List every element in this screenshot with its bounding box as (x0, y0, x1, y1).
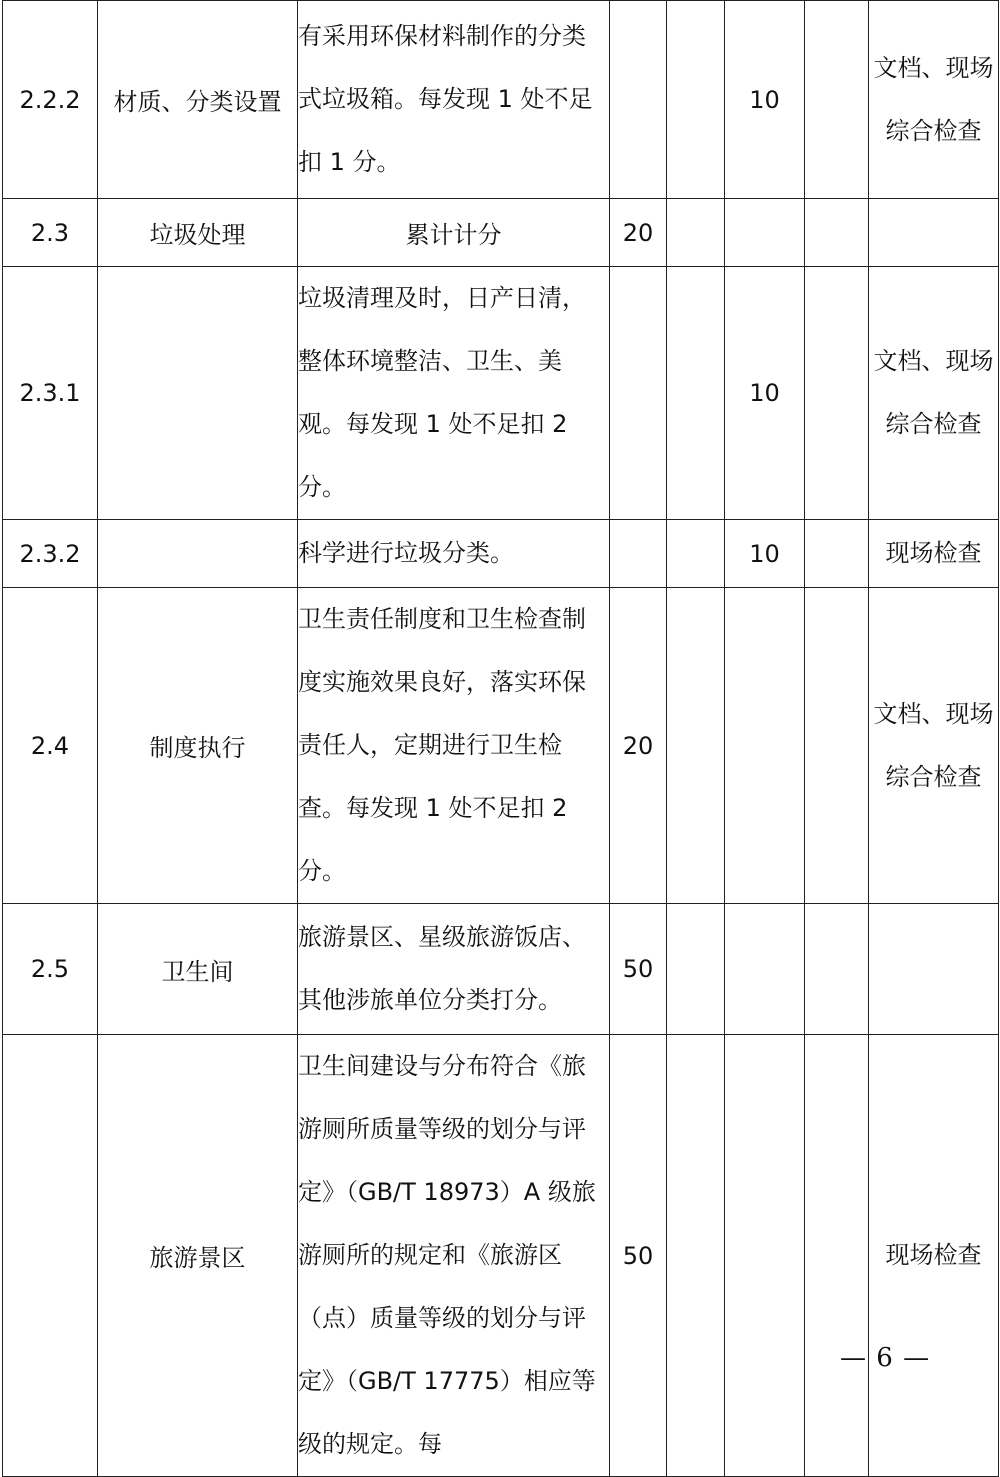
row-desc: 旅游景区、星级旅游饭店、其他涉旅单位分类打分。 (298, 904, 610, 1035)
row-code: 2.4 (3, 588, 98, 904)
row-score (610, 520, 667, 588)
row-item: 垃圾处理 (98, 199, 298, 267)
row-subscore (725, 588, 805, 904)
evaluation-table (2, 0, 999, 1477)
row-method: 现场检查 (869, 520, 999, 588)
row-score (610, 1, 667, 199)
row-sub-blank (667, 904, 725, 1035)
row-empty (805, 199, 869, 267)
row-desc: 垃圾清理及时，日产日清，整体环境整洁、卫生、美观。每发现 1 处不足扣 2 分。 (298, 267, 610, 520)
row-subscore (725, 199, 805, 267)
row-code: 2.3 (3, 199, 98, 267)
row-empty (805, 267, 869, 520)
row-item (98, 520, 298, 588)
row-method: 现场检查 (869, 1035, 999, 1477)
row-code: 2.3.2 (3, 520, 98, 588)
row-score: 50 (610, 1035, 667, 1477)
row-code (3, 1035, 98, 1477)
table-row (3, 267, 999, 520)
row-subscore (725, 904, 805, 1035)
row-item: 材质、分类设置 (98, 1, 298, 199)
row-desc: 累计计分 (298, 199, 610, 267)
row-item: 制度执行 (98, 588, 298, 904)
row-empty (805, 1035, 869, 1477)
row-subscore: 10 (725, 520, 805, 588)
row-score: 50 (610, 904, 667, 1035)
row-score: 20 (610, 199, 667, 267)
row-method: 文档、现场综合检查 (869, 267, 999, 520)
row-sub-blank (667, 520, 725, 588)
table-row (3, 1035, 999, 1477)
row-score (610, 267, 667, 520)
row-item: 卫生间 (98, 904, 298, 1035)
page-number: — 6 — (840, 1343, 931, 1373)
row-item (98, 267, 298, 520)
row-desc: 卫生责任制度和卫生检查制度实施效果良好，落实环保责任人，定期进行卫生检查。每发现 1 处不足扣 2 分。 (298, 588, 610, 904)
row-subscore: 10 (725, 267, 805, 520)
row-desc: 有采用环保材料制作的分类式垃圾箱。每发现 1 处不足扣 1 分。 (298, 1, 610, 199)
row-score: 20 (610, 588, 667, 904)
table-row (3, 588, 999, 904)
row-empty (805, 904, 869, 1035)
row-sub-blank (667, 267, 725, 520)
row-sub-blank (667, 1, 725, 199)
row-subscore (725, 1035, 805, 1477)
row-method (869, 199, 999, 267)
table-row (3, 199, 999, 267)
row-desc: 卫生间建设与分布符合《旅游厕所质量等级的划分与评定》（GB/T 18973）A 级旅游厕所的规定和《旅游区（点）质量等级的划分与评定》（GB/T 17775）相应等级的规定。每 (298, 1035, 610, 1477)
row-subscore: 10 (725, 1, 805, 199)
row-empty (805, 1, 869, 199)
row-code: 2.3.1 (3, 267, 98, 520)
row-method (869, 904, 999, 1035)
table-row (3, 520, 999, 588)
row-empty (805, 520, 869, 588)
row-code: 2.5 (3, 904, 98, 1035)
table-row (3, 1, 999, 199)
row-method: 文档、现场综合检查 (869, 588, 999, 904)
row-desc: 科学进行垃圾分类。 (298, 520, 610, 588)
row-code: 2.2.2 (3, 1, 98, 199)
row-item: 旅游景区 (98, 1035, 298, 1477)
row-sub-blank (667, 1035, 725, 1477)
table-row (3, 904, 999, 1035)
row-sub-blank (667, 199, 725, 267)
row-method: 文档、现场综合检查 (869, 1, 999, 199)
row-sub-blank (667, 588, 725, 904)
row-empty (805, 588, 869, 904)
